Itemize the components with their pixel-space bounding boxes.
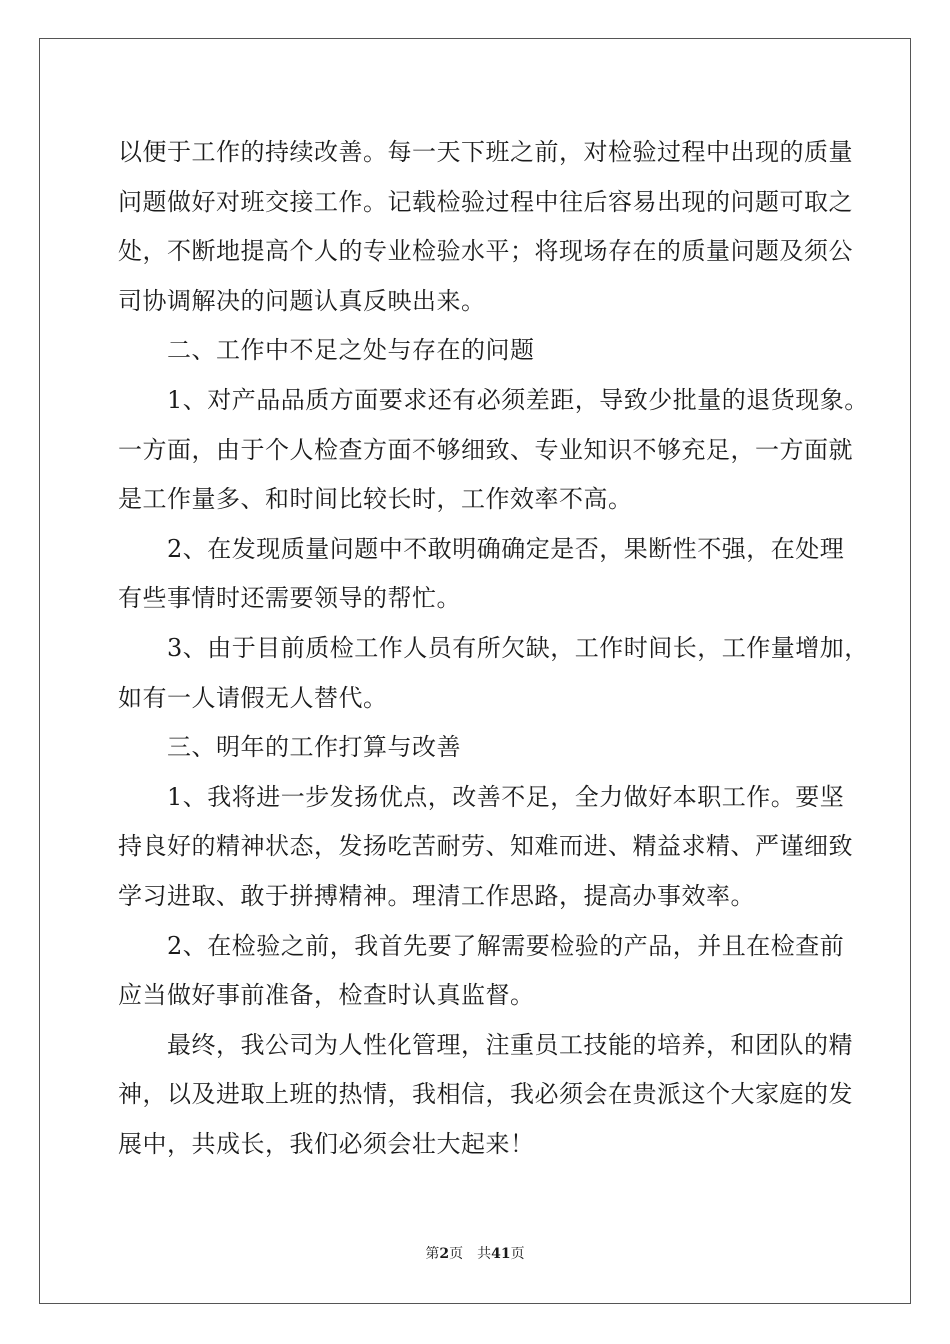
text-line: 应当做好事前准备，检查时认真监督。	[118, 981, 535, 1010]
text-line: 学习进取、敢于拼搏精神。理清工作思路，提高办事效率。	[118, 881, 755, 910]
text-line: 一方面，由于个人检查方面不够细致、专业知识不够充足，一方面就	[118, 435, 853, 464]
text-line: 三、明年的工作打算与改善	[118, 733, 461, 762]
page-label-prefix: 第	[425, 1246, 440, 1262]
text-line: 3、由于目前质检工作人员有所欠缺，工作时间长，工作量增加，	[118, 633, 869, 662]
text-line: 是工作量多、和时间比较长时，工作效率不高。	[118, 485, 633, 514]
text-line: 司协调解决的问题认真反映出来。	[118, 286, 486, 315]
text-line: 最终，我公司为人性化管理，注重员工技能的培养，和团队的精	[118, 1030, 853, 1059]
text-line: 以便于工作的持续改善。每一天下班之前，对检验过程中出现的质量	[118, 138, 853, 166]
text-line: 2、在检验之前，我首先要了解需要检验的产品，并且在检查前	[118, 931, 845, 960]
current-page-number: 2	[439, 1246, 450, 1262]
text-line: 1、对产品品质方面要求还有必须差距，导致少批量的退货现象。	[118, 385, 869, 414]
page-footer	[0, 1245, 950, 1263]
page-label-suffix: 页	[449, 1246, 464, 1262]
text-line: 处，不断地提高个人的专业检验水平；将现场存在的质量问题及须公	[118, 237, 853, 266]
text-line: 有些事情时还需要领导的帮忙。	[118, 584, 461, 613]
total-page-count: 41	[491, 1246, 511, 1262]
text-line: 问题做好对班交接工作。记载检验过程中往后容易出现的问题可取之	[118, 187, 853, 216]
text-line: 2、在发现质量问题中不敢明确确定是否，果断性不强，在处理	[118, 534, 845, 563]
total-label-prefix: 共	[477, 1246, 492, 1262]
text-line: 二、工作中不足之处与存在的问题	[118, 336, 535, 365]
total-label-suffix: 页	[510, 1246, 525, 1262]
text-line: 1、我将进一步发扬优点，改善不足，全力做好本职工作。要坚	[118, 782, 845, 811]
text-line: 持良好的精神状态，发扬吃苦耐劳、知难而进、精益求精、严谨细致	[118, 832, 853, 861]
text-line: 神，以及进取上班的热情，我相信，我必须会在贵派这个大家庭的发	[118, 1080, 853, 1109]
text-line: 展中，共成长，我们必须会壮大起来！	[118, 1129, 535, 1158]
text-line: 如有一人请假无人替代。	[118, 683, 388, 712]
document-body	[118, 128, 869, 1169]
